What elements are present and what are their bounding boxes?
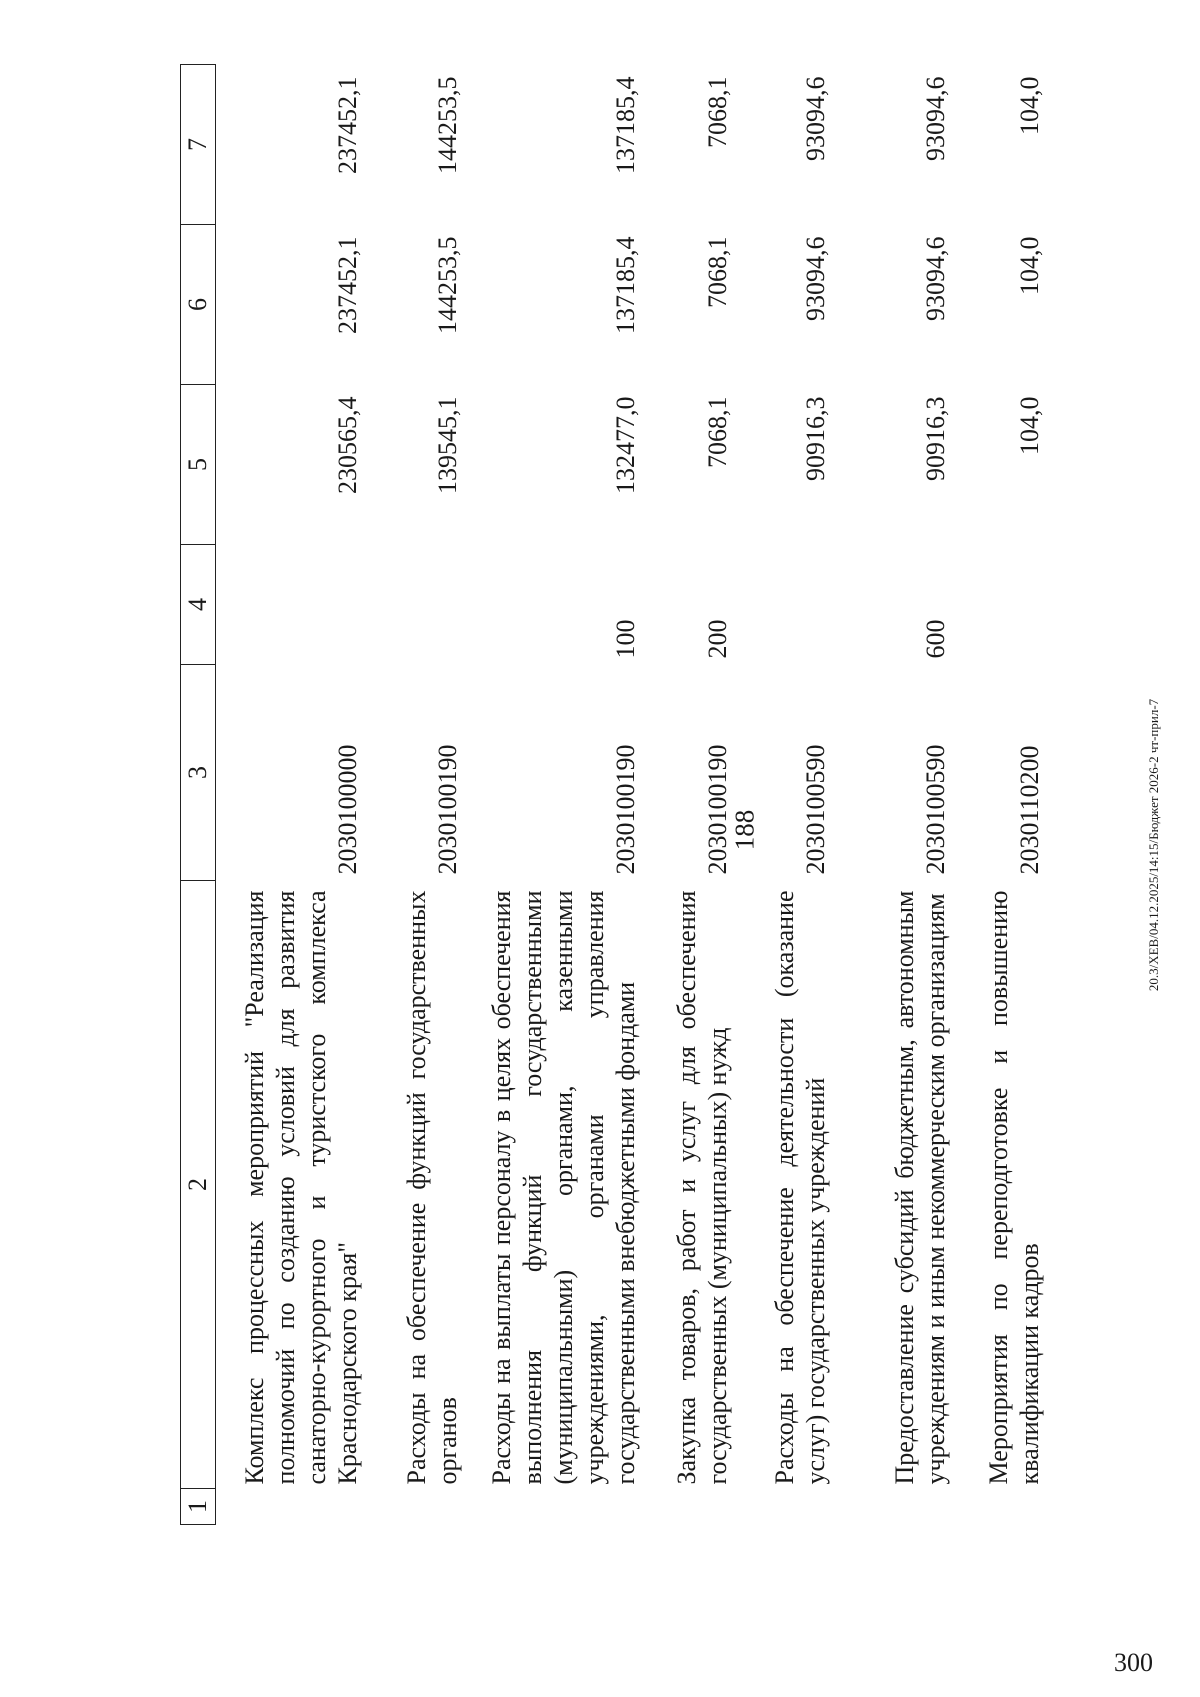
row-amount-col5: 90916,3 — [801, 396, 831, 481]
header-col-6: 6 — [181, 225, 216, 385]
table-body — [216, 65, 1046, 1525]
row-description: Расходы на выплаты персоналу в целях обеспечения выполнения функций государственными (муниципальными) органами, казенными учреждениями, органами управления государственными внебюджетными фондами — [486, 890, 641, 1485]
header-row — [181, 65, 216, 1525]
table-row — [832, 65, 952, 1525]
row-target-code: 2030100190 — [611, 744, 641, 875]
footer-document-code: 20.3/ХЕВ/04.12.2025/14:15/Бюджет 2026-2 чт-прил-7 — [1146, 698, 1161, 992]
row-amount-col7: 237452,1 — [333, 76, 363, 174]
table-header — [181, 65, 216, 1525]
row-index — [734, 1489, 832, 1525]
row-description: Расходы на обеспечение функций государственных органов — [402, 890, 463, 1485]
row-expense-type — [734, 545, 832, 665]
row-expense-type — [952, 545, 1046, 665]
row-index — [952, 1489, 1046, 1525]
row-index — [216, 1489, 364, 1525]
table-row — [364, 65, 464, 1525]
row-amount-col5: 104,0 — [1015, 396, 1045, 455]
row-description: Мероприятия по переподготовке и повышению квалификации кадров — [984, 890, 1045, 1485]
header-col-7: 7 — [181, 65, 216, 225]
row-index — [364, 1489, 464, 1525]
row-target-code: 2030100190 — [433, 744, 463, 875]
row-target-code: 2030100590 — [801, 744, 831, 875]
row-description: Расходы на обеспечение деятельности (оказание услуг) государственных учреждений — [770, 890, 831, 1485]
row-amount-col6: 93094,6 — [801, 236, 831, 321]
row-expense-type — [364, 545, 464, 665]
table-row — [642, 65, 734, 1525]
budget-table-container — [180, 65, 1080, 1525]
header-col-1: 1 — [181, 1489, 216, 1525]
row-target-code: 2030100190 — [703, 744, 733, 875]
row-amount-col7: 104,0 — [1015, 76, 1045, 135]
row-amount-col6: 104,0 — [1015, 236, 1045, 295]
table-row — [216, 65, 364, 1525]
row-amount-col5: 90916,3 — [921, 396, 951, 481]
row-amount-col6: 7068,1 — [703, 236, 733, 308]
header-col-4: 4 — [181, 545, 216, 665]
table-row — [952, 65, 1046, 1525]
row-target-code: 2030100000 — [333, 744, 363, 875]
sheet-number: 300 — [1114, 1648, 1153, 1677]
row-amount-col7: 137185,4 — [611, 76, 641, 174]
row-amount-col6: 144253,5 — [433, 236, 463, 334]
row-amount-col5: 139545,1 — [433, 396, 463, 494]
row-amount-col7: 93094,6 — [921, 76, 951, 161]
table-row — [464, 65, 642, 1525]
header-col-5: 5 — [181, 385, 216, 545]
row-amount-col6: 237452,1 — [333, 236, 363, 334]
page-number: 188 — [729, 809, 760, 851]
row-expense-type: 200 — [703, 619, 733, 659]
row-amount-col5: 7068,1 — [703, 396, 733, 468]
row-index — [464, 1489, 642, 1525]
row-amount-col5: 132477,0 — [611, 396, 641, 494]
row-amount-col7: 7068,1 — [703, 76, 733, 148]
header-col-3: 3 — [181, 665, 216, 881]
row-amount-col6: 137185,4 — [611, 236, 641, 334]
header-col-2: 2 — [181, 881, 216, 1489]
row-description: Закупка товаров, работ и услуг для обеспечения государственных (муниципальных) нужд — [672, 890, 733, 1485]
row-target-code: 2030110200 — [1015, 745, 1045, 875]
row-description: Комплекс процессных мероприятий "Реализация полномочий по созданию условий для развития санаторно-курортного и туристского комплекса Краснодарского края" — [239, 890, 363, 1485]
row-expense-type — [216, 545, 364, 665]
row-amount-col6: 93094,6 — [921, 236, 951, 321]
row-amount-col5: 230565,4 — [333, 396, 363, 494]
row-index — [642, 1489, 734, 1525]
row-description: Предоставление субсидий бюджетным, автономным учреждениям и иным некоммерческим организациям — [890, 890, 951, 1485]
budget-table — [180, 64, 1046, 1525]
row-index — [832, 1489, 952, 1525]
row-amount-col7: 144253,5 — [433, 76, 463, 174]
row-target-code: 2030100590 — [921, 744, 951, 875]
row-amount-col7: 93094,6 — [801, 76, 831, 161]
row-expense-type: 600 — [921, 619, 951, 659]
table-row — [734, 65, 832, 1525]
row-expense-type: 100 — [611, 619, 641, 659]
